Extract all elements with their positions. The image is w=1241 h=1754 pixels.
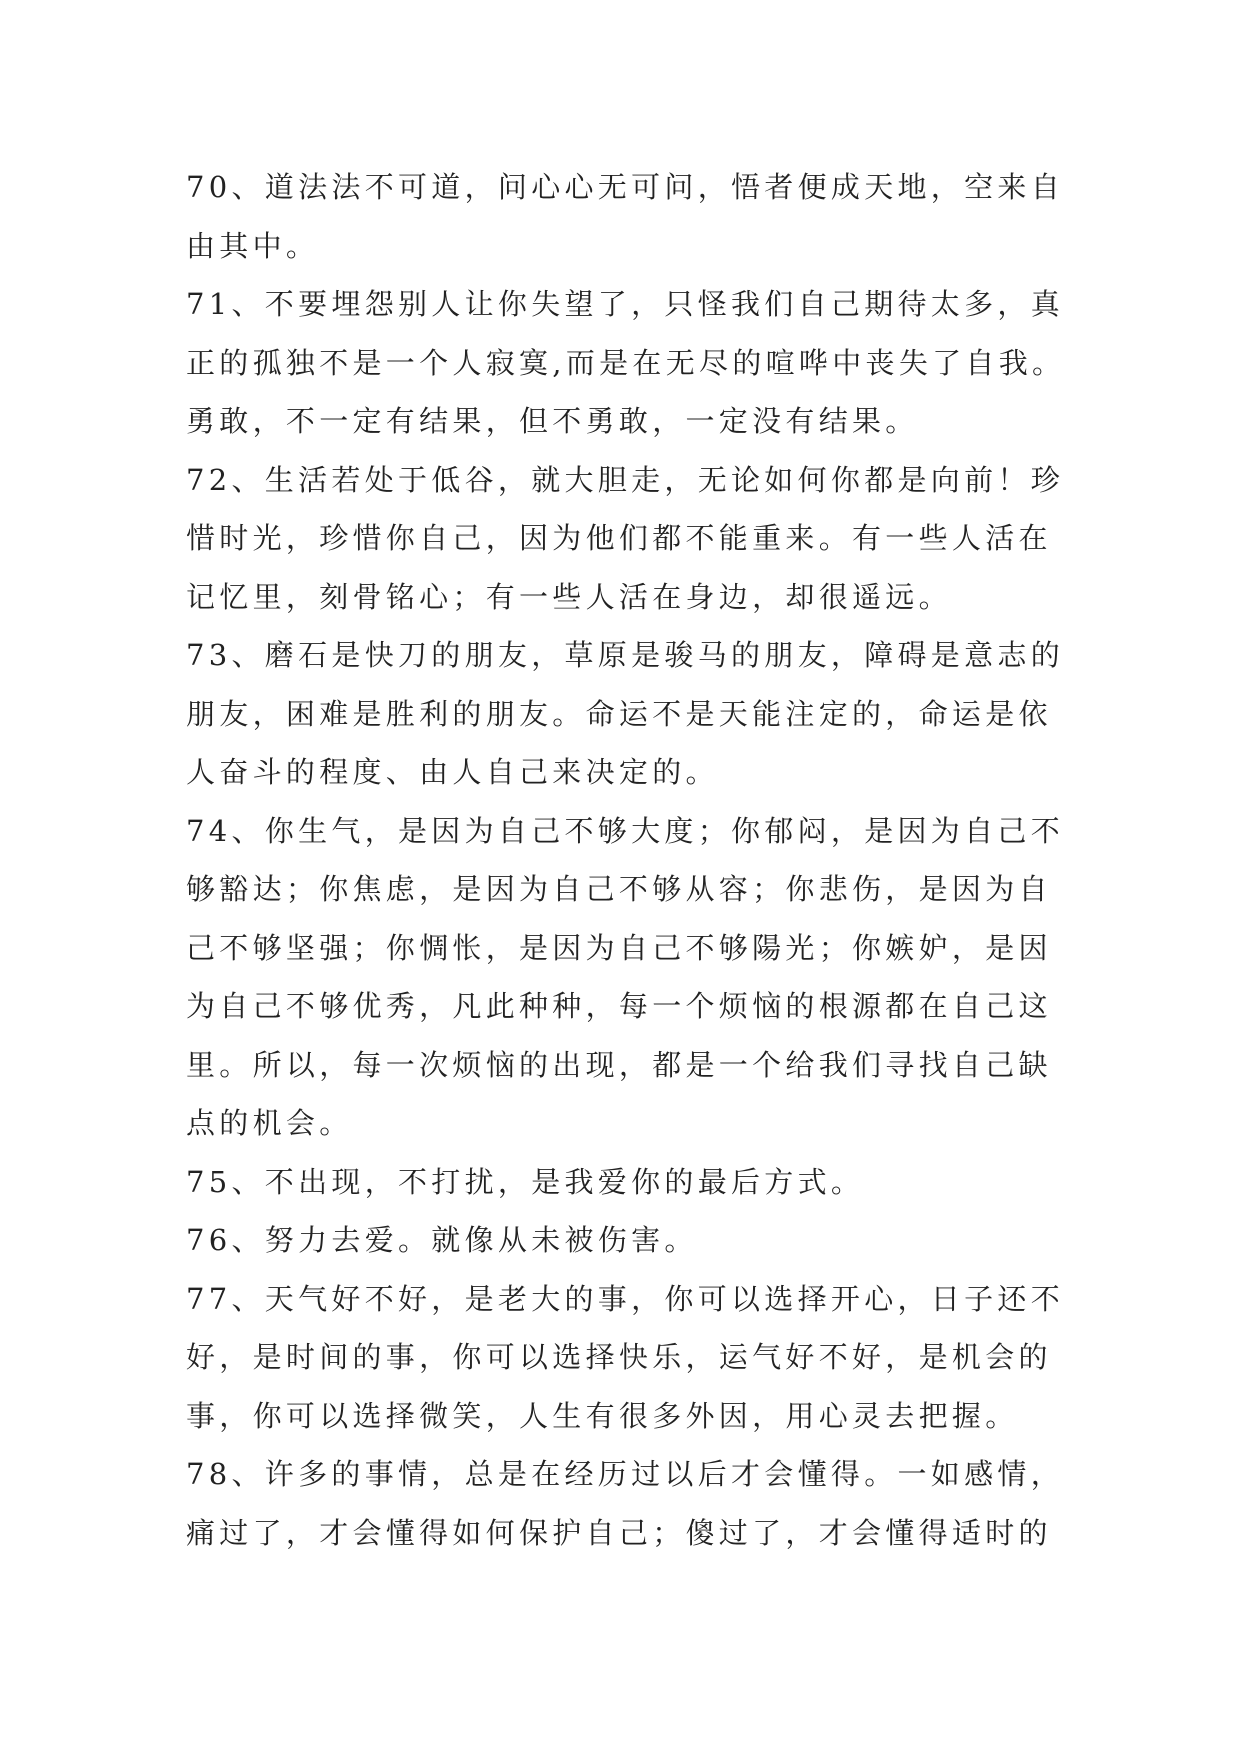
text-line: 人奋斗的程度、由人自己来决定的。	[186, 755, 719, 789]
text-line: 事，你可以选择微笑，人生有很多外因，用心灵去把握。	[186, 1398, 1019, 1433]
text-line: 70、道法法不可道，问心心无可问，悟者便成天地，空来自	[186, 170, 1065, 204]
text-line: 点的机会。	[186, 1106, 353, 1140]
text-line: 痛过了，才会懂得如何保护自己；傻过了，才会懂得适时的	[186, 1515, 1052, 1550]
text-line: 朋友，困难是胜利的朋友。命运不是天能注定的，命运是依	[186, 696, 1052, 731]
text-line: 72、生活若处于低谷，就大胆走，无论如何你都是向前！珍	[186, 462, 1065, 497]
text-line: 惜时光，珍惜你自己，因为他们都不能重来。有一些人活在	[186, 521, 1052, 555]
text-line: 正的孤独不是一个人寂寞,而是在无尽的喧哗中丧失了自我。	[186, 345, 1066, 380]
text-line: 里。所以，每一次烦恼的出现，都是一个给我们寻找自己缺	[186, 1047, 1052, 1082]
text-line: 71、不要埋怨别人让你失望了，只怪我们自己期待太多，真	[186, 287, 1065, 321]
text-line: 74、你生气，是因为自己不够大度；你郁闷，是因为自己不	[186, 813, 1065, 848]
text-line: 为自己不够优秀，凡此种种，每一个烦恼的根源都在自己这	[186, 989, 1052, 1023]
text-line: 75、不出现，不打扰，是我爱你的最后方式。	[186, 1164, 865, 1199]
text-line: 78、许多的事情，总是在经历过以后才会懂得。一如感情，	[186, 1457, 1065, 1491]
text-line: 够豁达；你焦虑，是因为自己不够从容；你悲伤，是因为自	[186, 872, 1052, 906]
text-line: 由其中。	[186, 228, 320, 263]
text-line: 己不够坚强；你惆怅，是因为自己不够陽光；你嫉妒，是因	[186, 930, 1052, 965]
text-line: 勇敢，不一定有结果，但不勇敢，一定没有结果。	[186, 404, 919, 438]
document-body	[186, 158, 1066, 1562]
text-line: 77、天气好不好，是老大的事，你可以选择开心，日子还不	[186, 1281, 1065, 1316]
text-line: 记忆里，刻骨铭心；有一些人活在身边，却很遥远。	[186, 579, 952, 614]
text-line: 76、努力去爱。就像从未被伤害。	[186, 1223, 698, 1257]
text-line: 73、磨石是快刀的朋友，草原是骏马的朋友，障碍是意志的	[186, 638, 1065, 672]
text-line: 好，是时间的事，你可以选择快乐，运气好不好，是机会的	[186, 1340, 1052, 1374]
